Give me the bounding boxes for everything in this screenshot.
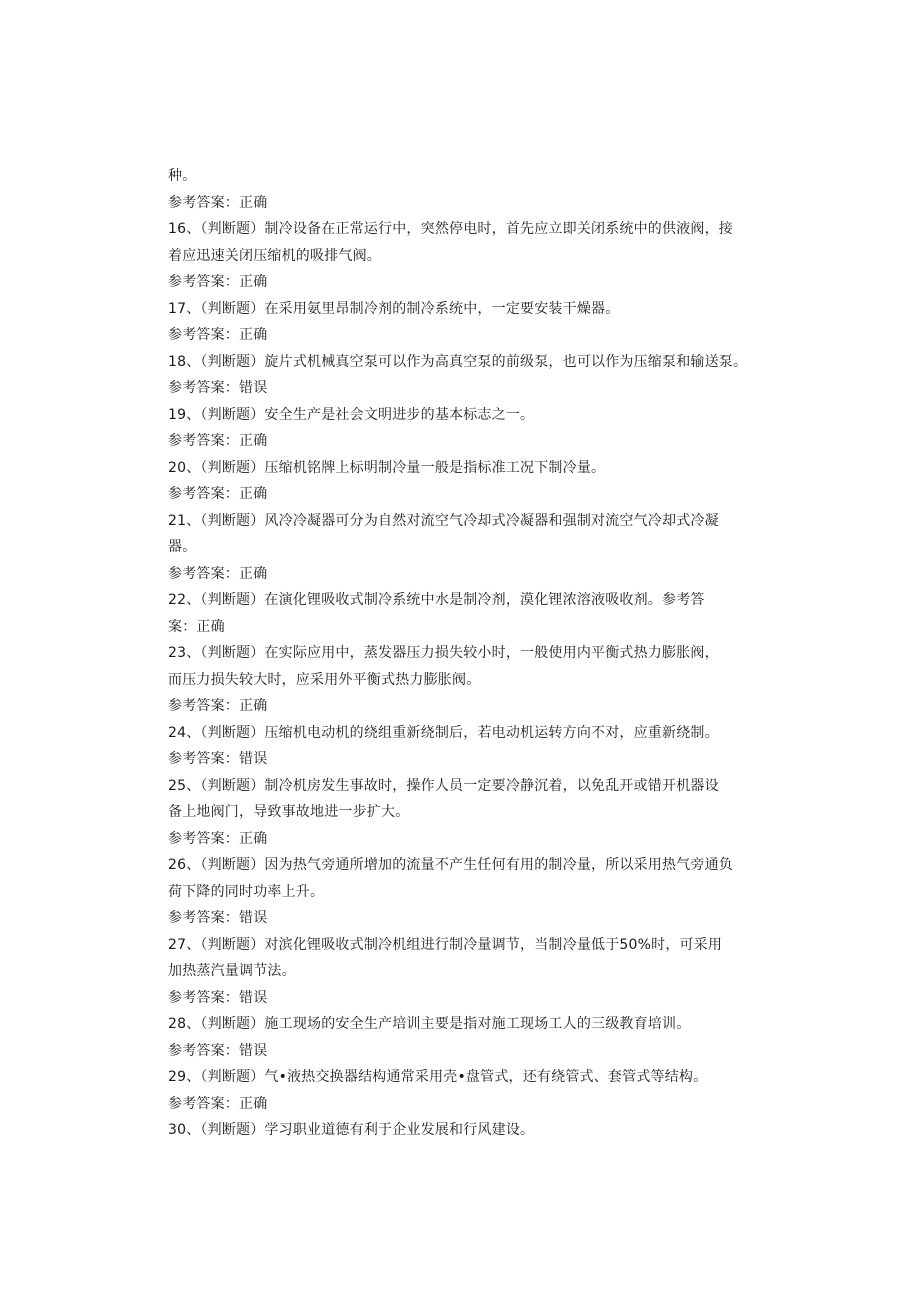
text-line: 备上地阀门，导致事故地进一步扩大。: [168, 804, 410, 820]
question-line: 27、（判断题）对滨化锂吸收式制冷机组进行制冷量调节，当制冷量低于50%时，可采用: [168, 936, 723, 953]
question-line: 23、（判断题）在实际应用中，蒸发器压力损失较小时，一般使用内平衡式热力膨胀阀，: [168, 645, 719, 661]
question-line: 17、（判断题）在采用氨里昂制冷剂的制冷系统中，一定要安装干燥器。: [168, 300, 620, 317]
question-line: 28、（判断题）施工现场的安全生产培训主要是指对施工现场工人的三级教育培训。: [168, 1016, 691, 1032]
answer-line: 参考答案：正确: [168, 698, 268, 714]
answer-line: 参考答案：正确: [168, 1095, 268, 1112]
answer-line: 参考答案：错误: [168, 751, 268, 767]
question-line: 22、（判断题）在演化锂吸收式制冷系统中水是制冷剂，漠化锂浓溶液吸收剂。参考答: [168, 592, 705, 608]
question-line: 16、（判断题）制冷设备在正常运行中，突然停电时，首先应立即关闭系统中的供液阀，接: [168, 221, 734, 237]
question-line: 30、（判断题）学习职业道德有利于企业发展和行风建设。: [168, 1122, 535, 1138]
question-line: 19、（判断题）安全生产是社会文明进步的基本标志之一。: [168, 406, 535, 423]
answer-line: 参考答案：正确: [168, 327, 268, 343]
text-line: 着应迅速关闭压缩机的吸排气阀。: [168, 247, 381, 264]
answer-line: 参考答案：错误: [168, 989, 268, 1006]
question-line: 25、（判断题）制冷机房发生事故时，操作人员一定要冷静沉着，以免乱开或错开机器设: [168, 777, 719, 794]
answer-line: 参考答案：正确: [168, 433, 268, 449]
answer-line: 参考答案：正确: [168, 565, 268, 582]
answer-line: 参考答案：正确: [168, 194, 268, 211]
text-line: 案：正确: [168, 618, 225, 635]
question-line: 21、（判断题）风冷冷凝器可分为自然对流空气冷却式冷凝器和强制对流空气冷却式冷凝: [168, 512, 719, 529]
question-line: 18、（判断题）旋片式机械真空泵可以作为高真空泵的前级泵，也可以作为压缩泵和输送泵。: [168, 353, 748, 370]
question-line: 26、（判断题）因为热气旁通所增加的流量不产生任何有用的制冷量，所以采用热气旁通负: [168, 857, 734, 873]
text-line: 种。: [168, 168, 197, 184]
text-line: 荷下降的同时功率上升。: [168, 883, 325, 900]
question-line: 24、（判断题）压缩机电动机的绕组重新绕制后，若电动机运转方向不对，应重新绕制。: [168, 724, 719, 741]
text-line: 而压力损失较大时，应采用外平衡式热力膨胀阀。: [168, 671, 481, 688]
answer-line: 参考答案：错误: [168, 1042, 268, 1059]
text-line: 加热蒸汽量调节法。: [168, 963, 296, 979]
question-line: 20、（判断题）压缩机铭牌上标明制冷量一般是指标准工况下制冷量。: [168, 459, 606, 476]
question-line: 29、（判断题）气•液热交换器结构通常采用壳•盘管式，还有绕管式、套管式等结构。: [168, 1069, 708, 1085]
text-line: 器。: [168, 539, 197, 555]
answer-line: 参考答案：错误: [168, 910, 268, 926]
answer-line: 参考答案：正确: [168, 274, 268, 290]
document-page: [168, 163, 756, 1144]
answer-line: 参考答案：正确: [168, 486, 268, 502]
answer-line: 参考答案：正确: [168, 830, 268, 847]
answer-line: 参考答案：错误: [168, 380, 268, 396]
